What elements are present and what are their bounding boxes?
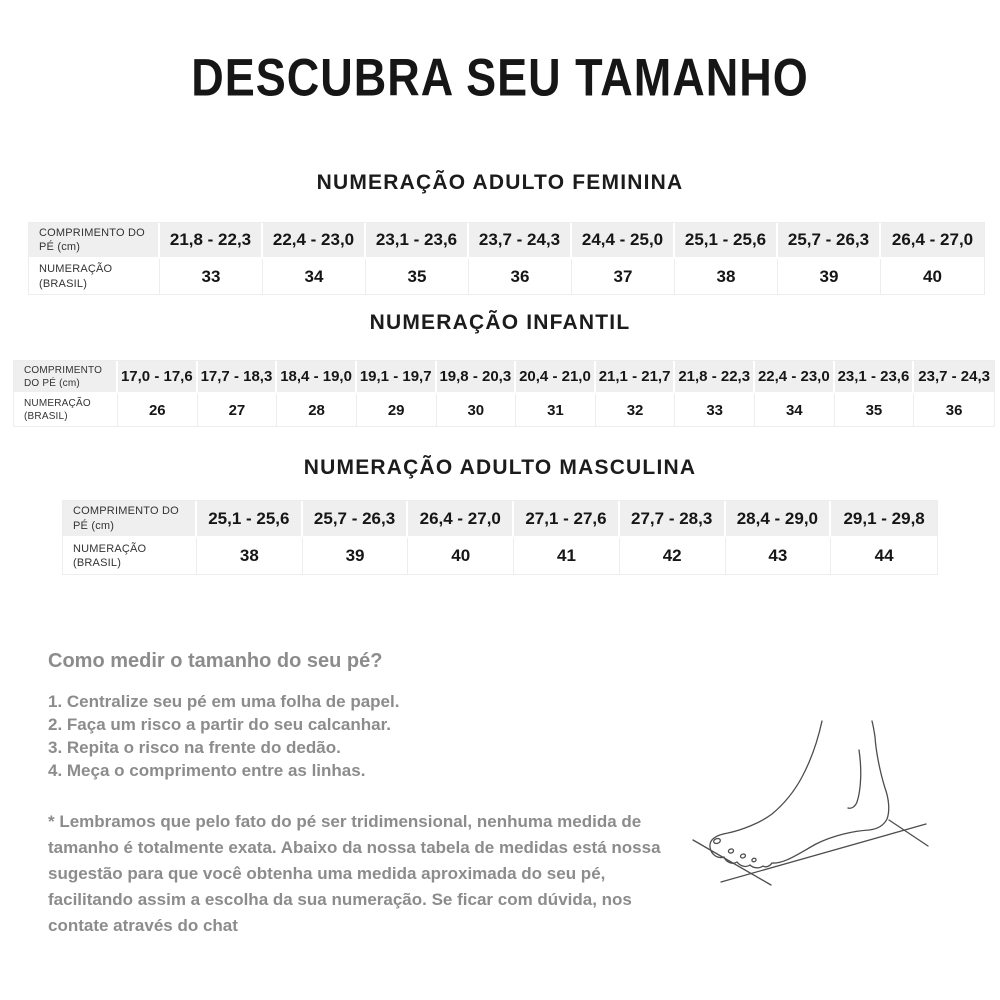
step-1: 1. Centralize seu pé em uma folha de papel. xyxy=(48,692,400,711)
shoe-size-cell: 34 xyxy=(263,259,366,294)
foot-length-cell: 18,4 - 19,0 xyxy=(277,361,357,394)
shoe-size-cell: 28 xyxy=(277,394,357,426)
step-4: 4. Meça o comprimento entre as linhas. xyxy=(48,761,366,780)
how-to-measure-heading: Como medir o tamanho do seu pé? xyxy=(48,650,383,672)
foot-length-cell: 23,1 - 23,6 xyxy=(835,361,915,394)
shoe-size-cell: 40 xyxy=(881,259,984,294)
shoe-size-cell: 33 xyxy=(160,259,263,294)
shoe-size-cell: 38 xyxy=(197,538,303,574)
size-table-adult-male xyxy=(62,500,938,575)
foot-length-cell: 23,1 - 23,6 xyxy=(366,223,469,259)
shoe-size-cell: 35 xyxy=(835,394,915,426)
shoe-size-cell: 37 xyxy=(572,259,675,294)
foot-length-row-label: COMPRIMENTO DO PÉ (cm) xyxy=(29,223,160,259)
shoe-size-cell: 30 xyxy=(437,394,517,426)
shoe-size-cell: 29 xyxy=(357,394,437,426)
foot-length-cell: 25,1 - 25,6 xyxy=(197,501,303,538)
shoe-size-cell: 44 xyxy=(831,538,937,574)
foot-measurement-illustration-icon xyxy=(676,692,986,922)
shoe-size-cell: 42 xyxy=(620,538,726,574)
foot-length-cell: 26,4 - 27,0 xyxy=(408,501,514,538)
shoe-size-cell: 34 xyxy=(755,394,835,426)
foot-length-cell: 27,1 - 27,6 xyxy=(514,501,620,538)
measurement-disclaimer: * Lembramos que pelo fato do pé ser tridimensional, nenhuma medida de tamanho é totalmente exata. Abaixo da nossa tabela de medidas está nossa sugestão para que você obtenha uma medida aproximada do seu pé, facilitando assim a escolha da sua numeração. Se ficar com dúvida, nos contate através do chat xyxy=(48,812,661,935)
foot-length-cell: 21,1 - 21,7 xyxy=(596,361,676,394)
shoe-size-cell: 31 xyxy=(516,394,596,426)
step-2: 2. Faça um risco a partir do seu calcanhar. xyxy=(48,715,391,734)
foot-length-row-label: COMPRIMENTO DO PÉ (cm) xyxy=(14,361,118,394)
shoe-size-cell: 27 xyxy=(198,394,278,426)
foot-length-cell: 17,7 - 18,3 xyxy=(198,361,278,394)
shoe-size-cell: 40 xyxy=(408,538,514,574)
foot-length-cell: 22,4 - 23,0 xyxy=(755,361,835,394)
ankle-contour xyxy=(848,750,861,808)
section-heading-adult-female: NUMERAÇÃO ADULTO FEMININA xyxy=(316,171,684,194)
foot-outline xyxy=(710,721,889,868)
foot-length-cell: 21,8 - 22,3 xyxy=(160,223,263,259)
shoe-size-cell: 39 xyxy=(303,538,409,574)
step-3: 3. Repita o risco na frente do dedão. xyxy=(48,738,341,757)
foot-length-cell: 17,0 - 17,6 xyxy=(118,361,198,394)
size-table-adult-female xyxy=(28,222,985,295)
toenail-2 xyxy=(728,848,734,853)
shoe-size-row-label: NUMERAÇÃO (BRASIL) xyxy=(63,538,197,574)
toenail-1 xyxy=(713,838,721,845)
foot-length-cell: 19,1 - 19,7 xyxy=(357,361,437,394)
foot-length-cell: 25,1 - 25,6 xyxy=(675,223,778,259)
shoe-size-cell: 36 xyxy=(914,394,994,426)
shoe-size-row-label: NUMERAÇÃO (BRASIL) xyxy=(29,259,160,294)
how-to-measure-section xyxy=(48,650,676,939)
shoe-size-cell: 43 xyxy=(726,538,832,574)
section-heading-adult-male: NUMERAÇÃO ADULTO MASCULINA xyxy=(303,456,697,479)
shoe-size-cell: 38 xyxy=(675,259,778,294)
shoe-size-cell: 26 xyxy=(118,394,198,426)
shoe-size-cell: 36 xyxy=(469,259,572,294)
shoe-size-row-label: NUMERAÇÃO (BRASIL) xyxy=(14,394,118,426)
foot-length-cell: 29,1 - 29,8 xyxy=(831,501,937,538)
foot-length-row-label: COMPRIMENTO DO PÉ (cm) xyxy=(63,501,197,538)
foot-length-cell: 25,7 - 26,3 xyxy=(778,223,881,259)
shoe-size-cell: 41 xyxy=(514,538,620,574)
foot-length-cell: 28,4 - 29,0 xyxy=(726,501,832,538)
section-heading-kids: NUMERAÇÃO INFANTIL xyxy=(369,311,631,334)
foot-length-cell: 23,7 - 24,3 xyxy=(914,361,994,394)
foot-length-cell: 23,7 - 24,3 xyxy=(469,223,572,259)
shoe-size-cell: 35 xyxy=(366,259,469,294)
shoe-size-cell: 39 xyxy=(778,259,881,294)
foot-length-cell: 19,8 - 20,3 xyxy=(437,361,517,394)
shoe-size-cell: 32 xyxy=(596,394,676,426)
toenail-3 xyxy=(740,853,746,858)
foot-length-cell: 26,4 - 27,0 xyxy=(881,223,984,259)
how-to-measure-steps xyxy=(48,690,676,782)
page-title: DESCUBRA SEU TAMANHO xyxy=(191,47,809,108)
shoe-size-cell: 33 xyxy=(675,394,755,426)
foot-length-cell: 24,4 - 25,0 xyxy=(572,223,675,259)
foot-length-cell: 25,7 - 26,3 xyxy=(303,501,409,538)
foot-length-cell: 22,4 - 23,0 xyxy=(263,223,366,259)
toenail-4 xyxy=(751,858,756,863)
foot-length-cell: 27,7 - 28,3 xyxy=(620,501,726,538)
foot-length-cell: 21,8 - 22,3 xyxy=(675,361,755,394)
foot-length-cell: 20,4 - 21,0 xyxy=(516,361,596,394)
size-table-kids xyxy=(13,360,995,427)
